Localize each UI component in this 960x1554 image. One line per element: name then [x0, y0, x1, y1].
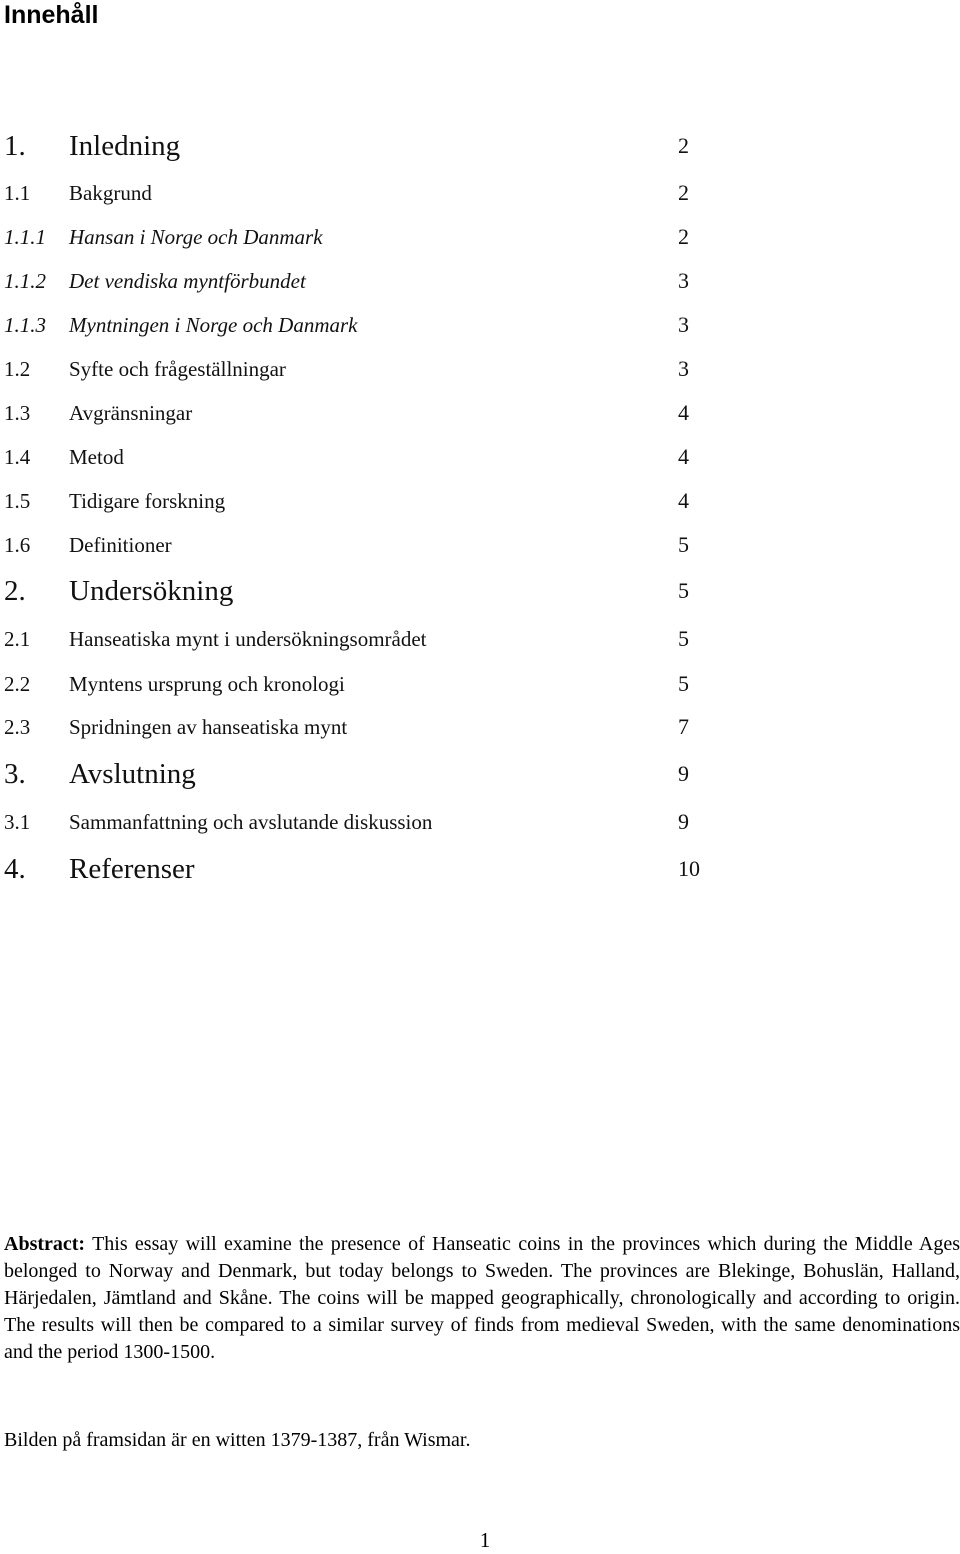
toc-entry-number: 1.4	[4, 445, 31, 469]
toc-entry-1[interactable]	[0, 129, 960, 169]
page-title: Innehåll	[4, 1, 99, 29]
toc-entry-label: Definitioner	[69, 533, 172, 557]
toc-entry-3-1[interactable]	[0, 808, 960, 848]
toc-entry-2[interactable]	[0, 574, 960, 614]
toc-entry-number: 1.1.2	[4, 269, 46, 293]
toc-entry-1-2[interactable]	[0, 355, 960, 395]
toc-entry-page: 2	[678, 180, 689, 205]
toc-entry-1-1-1[interactable]	[0, 223, 960, 263]
toc-entry-2-3[interactable]	[0, 713, 960, 753]
toc-entry-label: Metod	[69, 445, 124, 469]
toc-entry-page: 9	[678, 809, 689, 834]
toc-entry-1-4[interactable]	[0, 443, 960, 483]
toc-entry-label: Myntens ursprung och kronologi	[69, 672, 345, 696]
toc-entry-number: 2.3	[4, 715, 31, 739]
toc-entry-label: Myntningen i Norge och Danmark	[69, 313, 358, 337]
toc-entry-number: 2.2	[4, 672, 31, 696]
abstract-paragraph	[4, 1231, 960, 1366]
toc-entry-label: Hanseatiska mynt i undersökningsområdet	[69, 627, 427, 651]
toc-entry-label: Referenser	[69, 853, 195, 885]
toc-entry-number: 1.	[4, 130, 26, 162]
toc-entry-label: Tidigare forskning	[69, 489, 226, 513]
toc-entry-page: 3	[678, 268, 689, 293]
toc-entry-number: 1.5	[4, 489, 31, 513]
toc-entry-1-3[interactable]	[0, 399, 960, 439]
toc-entry-1-1-2[interactable]	[0, 267, 960, 307]
toc-entry-3[interactable]	[0, 757, 960, 797]
toc-entry-page: 2	[678, 224, 689, 249]
toc-entry-page: 4	[678, 444, 689, 469]
toc-entry-page: 10	[678, 856, 700, 881]
toc-entry-label: Syfte och frågeställningar	[69, 357, 286, 381]
toc-entry-page: 4	[678, 400, 689, 425]
toc-entry-page: 9	[678, 761, 689, 786]
toc-entry-label: Hansan i Norge och Danmark	[69, 225, 323, 249]
toc-entry-1-5[interactable]	[0, 487, 960, 527]
toc-entry-2-2[interactable]	[0, 670, 960, 710]
toc-entry-label: Undersökning	[69, 575, 234, 607]
cover-image-caption: Bilden på framsidan är en witten 1379-1387, från Wismar.	[4, 1429, 471, 1451]
toc-entry-number: 4.	[4, 853, 26, 885]
toc-entry-number: 1.1.3	[4, 313, 46, 337]
toc-entry-page: 4	[678, 488, 689, 513]
toc-entry-label: Sammanfattning och avslutande diskussion	[69, 810, 433, 834]
abstract-label: Abstract:	[4, 1233, 86, 1255]
toc-entry-page: 7	[678, 714, 689, 739]
toc-entry-number: 1.3	[4, 401, 31, 425]
toc-entry-number: 3.1	[4, 810, 31, 834]
toc-entry-number: 1.6	[4, 533, 31, 557]
toc-entry-1-1-3[interactable]	[0, 311, 960, 351]
toc-entry-1-1[interactable]	[0, 179, 960, 219]
toc-entry-page: 2	[678, 133, 689, 158]
abstract-text: This essay will examine the presence of Hanseatic coins in the provinces which during the Middle Ages belonged to Norway and Denmark, but today belongs to Sweden. The provinces are Blekinge, Bohuslän, Halland, Härjedalen, Jämtland and Skåne. The coins will be mapped geographically, chronologically and according to origin. The results will then be compared to a similar survey of finds from medieval Sweden, with the same denominations and the period 1300-1500.	[4, 1233, 960, 1363]
toc-entry-label: Bakgrund	[69, 181, 152, 205]
toc-entry-number: 2.	[4, 575, 26, 607]
toc-entry-number: 1.2	[4, 357, 31, 381]
toc-entry-label: Det vendiska myntförbundet	[69, 269, 306, 293]
toc-entry-number: 1.1.1	[4, 225, 46, 249]
toc-entry-label: Avslutning	[69, 758, 196, 790]
toc-entry-2-1[interactable]	[0, 625, 960, 665]
toc-entry-1-6[interactable]	[0, 531, 960, 571]
toc-entry-page: 3	[678, 356, 689, 381]
toc-entry-page: 5	[678, 578, 689, 603]
toc-entry-number: 2.1	[4, 627, 31, 651]
toc-entry-page: 3	[678, 312, 689, 337]
toc-entry-number: 3.	[4, 758, 26, 790]
toc-entry-page: 5	[678, 671, 689, 696]
toc-entry-page: 5	[678, 626, 689, 651]
page-number: 1	[479, 1528, 491, 1552]
toc-entry-4[interactable]	[0, 852, 960, 892]
toc-entry-page: 5	[678, 532, 689, 557]
toc-entry-label: Inledning	[69, 130, 181, 162]
toc-entry-label: Spridningen av hanseatiska mynt	[69, 715, 348, 739]
toc-entry-number: 1.1	[4, 181, 31, 205]
toc-entry-label: Avgränsningar	[69, 401, 193, 425]
